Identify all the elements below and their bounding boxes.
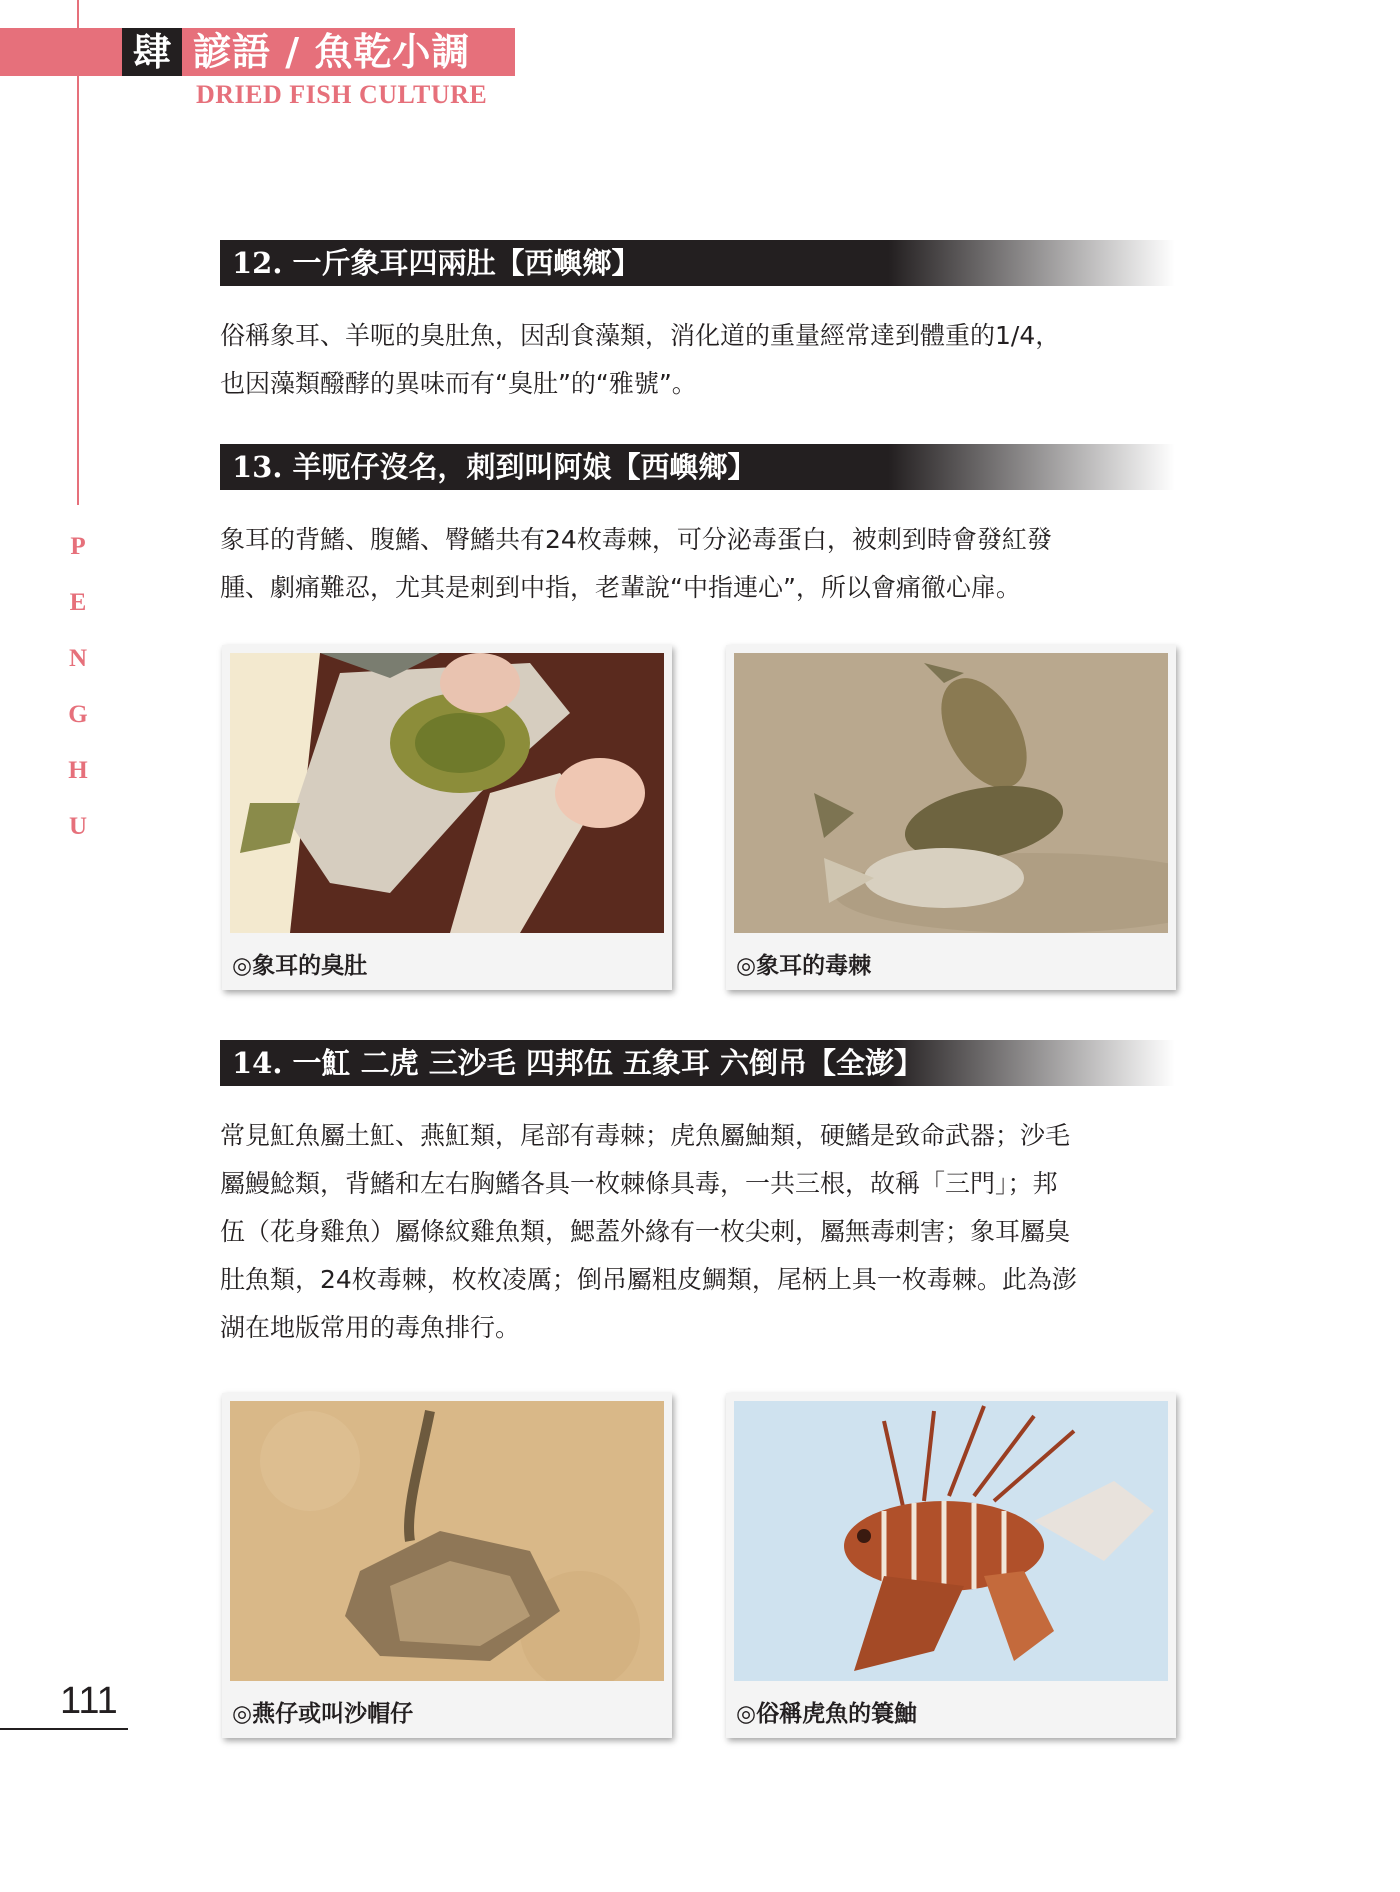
photo-card — [726, 1393, 1176, 1738]
section-heading-text: 12. 一斤象耳四兩肚【西嶼鄉】 — [232, 246, 641, 280]
side-letter: E — [69, 589, 87, 616]
section-heading-14 — [220, 1040, 1175, 1086]
photo-card — [222, 645, 672, 990]
side-letter: N — [68, 645, 88, 672]
body-line: 腫、劇痛難忍，尤其是刺到中指，老輩說“中指連心”，所以會痛徹心扉。 — [220, 573, 1021, 602]
side-letter: G — [68, 701, 88, 728]
body-line: 肚魚類，24枚毒棘，枚枚凌厲；倒吊屬粗皮鯛類，尾柄上具一枚毒棘。此為澎 — [220, 1265, 1077, 1294]
body-line: 俗稱象耳、羊呃的臭肚魚，因刮食藻類，消化道的重量經常達到體重的1/4， — [220, 321, 1061, 350]
body-line: 湖在地版常用的毒魚排行。 — [220, 1313, 521, 1342]
photo-card — [222, 1393, 672, 1738]
photo-caption: ◎燕仔或叫沙帽仔 — [232, 1701, 414, 1727]
body-line: 也因藻類醱酵的異味而有“臭肚”的“雅號”。 — [220, 369, 697, 398]
photo-stingray — [230, 1401, 664, 1681]
section-body-13 — [220, 516, 1180, 612]
body-line: 伍（花身雞魚）屬條紋雞魚類，鰓蓋外緣有一枚尖刺，屬無毒刺害；象耳屬臭 — [220, 1217, 1071, 1246]
page-number-rule — [0, 1728, 128, 1730]
photo-fish-spines — [734, 653, 1168, 933]
chapter-title: 諺語 / 魚乾小調 — [193, 29, 471, 74]
body-line: 常見魟魚屬土魟、燕魟類，尾部有毒棘；虎魚屬鮋類，硬鰭是致命武器；沙毛 — [220, 1121, 1071, 1150]
body-line: 屬鰻鯰類，背鰭和左右胸鰭各具一枚棘條具毒，一共三根，故稱「三門」；邦 — [220, 1169, 1058, 1198]
photo-caption: ◎象耳的毒棘 — [736, 953, 872, 979]
photo-caption: ◎象耳的臭肚 — [232, 953, 368, 979]
side-letter: H — [68, 757, 88, 784]
section-body-12 — [220, 312, 1180, 408]
chapter-mark: 肆 — [122, 28, 182, 76]
side-label — [64, 533, 92, 869]
photo-caption: ◎俗稱虎魚的簑鮋 — [736, 1701, 918, 1727]
section-heading-13 — [220, 444, 1175, 490]
section-heading-12 — [220, 240, 1175, 286]
photo-card — [726, 645, 1176, 990]
photo-lionfish — [734, 1401, 1168, 1681]
section-heading-text: 14. 一魟 二虎 三沙毛 四邦伍 五象耳 六倒吊【全澎】 — [232, 1046, 924, 1080]
side-letter: U — [68, 813, 88, 840]
page-number: 111 — [60, 1680, 118, 1722]
section-body-14 — [220, 1112, 1180, 1352]
side-letter: P — [70, 533, 86, 560]
margin-rule — [77, 0, 79, 505]
photo-fish-stomach — [230, 653, 664, 933]
section-heading-text: 13. 羊呃仔沒名，刺到叫阿娘【西嶼鄉】 — [232, 450, 757, 484]
body-line: 象耳的背鰭、腹鰭、臀鰭共有24枚毒棘，可分泌毒蛋白，被刺到時會發紅發 — [220, 525, 1052, 554]
chapter-subtitle: DRIED FISH CULTURE — [196, 80, 488, 109]
